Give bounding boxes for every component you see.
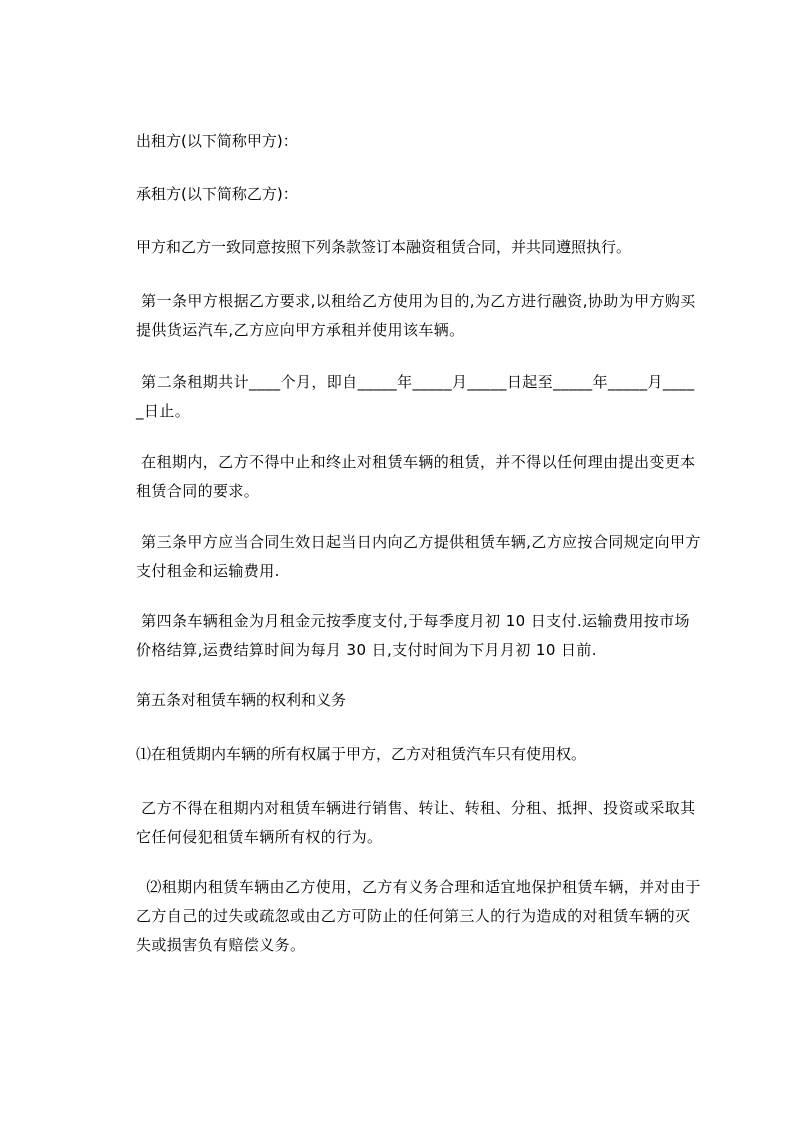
agreement-intro: 甲方和乙方一致同意按照下列条款签订本融资租赁合同，并共同遵照执行。 [136, 238, 632, 256]
article-4: 第四条车辆租金为月租金元按季度支付,于每季度月初 10 日支付.运输费用按市场价格结算,运费结算时间为每月 30 日,支付时间为下月月初 10 日前. [136, 612, 690, 659]
lessee-line: 承租方(以下简称乙方)： [136, 185, 298, 203]
article-5-item-2: ⑵租期内租赁车辆由乙方使用，乙方有义务合理和适宜地保护租赁车辆，并对由于乙方自己的过失或疏忽或由乙方可防止的任何第三人的行为造成的对租赁车辆的灭失或损害负有赔偿义务。 [136, 878, 701, 954]
article-1: 第一条甲方根据乙方要求,以租给乙方使用为目的,为乙方进行融资,协助为甲方购买提供货运汽车,乙方应向甲方承租并使用该车辆。 [136, 292, 696, 339]
article-5-heading: 第五条对租赁车辆的权利和义务 [136, 691, 347, 709]
article-3: 第三条甲方应当合同生效日起当日内向乙方提供租赁车辆,乙方应按合同规定向甲方支付租金和运输费用. [136, 533, 701, 580]
article-2-clause: 在租期内，乙方不得中止和终止对租赁车辆的租赁，并不得以任何理由提出变更本租赁合同的要求。 [136, 453, 696, 500]
article-2: 第二条租期共计____个月，即自_____年_____月_____日起至_____年_____月_____日止。 [136, 373, 695, 420]
lessor-line: 出租方(以下简称甲方)： [136, 132, 298, 150]
article-5-item-1-detail: 乙方不得在租期内对租赁车辆进行销售、转让、转租、分租、抵押、投资或采取其它任何侵犯租赁车辆所有权的行为。 [136, 799, 696, 846]
article-5-item-1: ⑴在租赁期内车辆的所有权属于甲方，乙方对租赁汽车只有使用权。 [136, 745, 587, 763]
